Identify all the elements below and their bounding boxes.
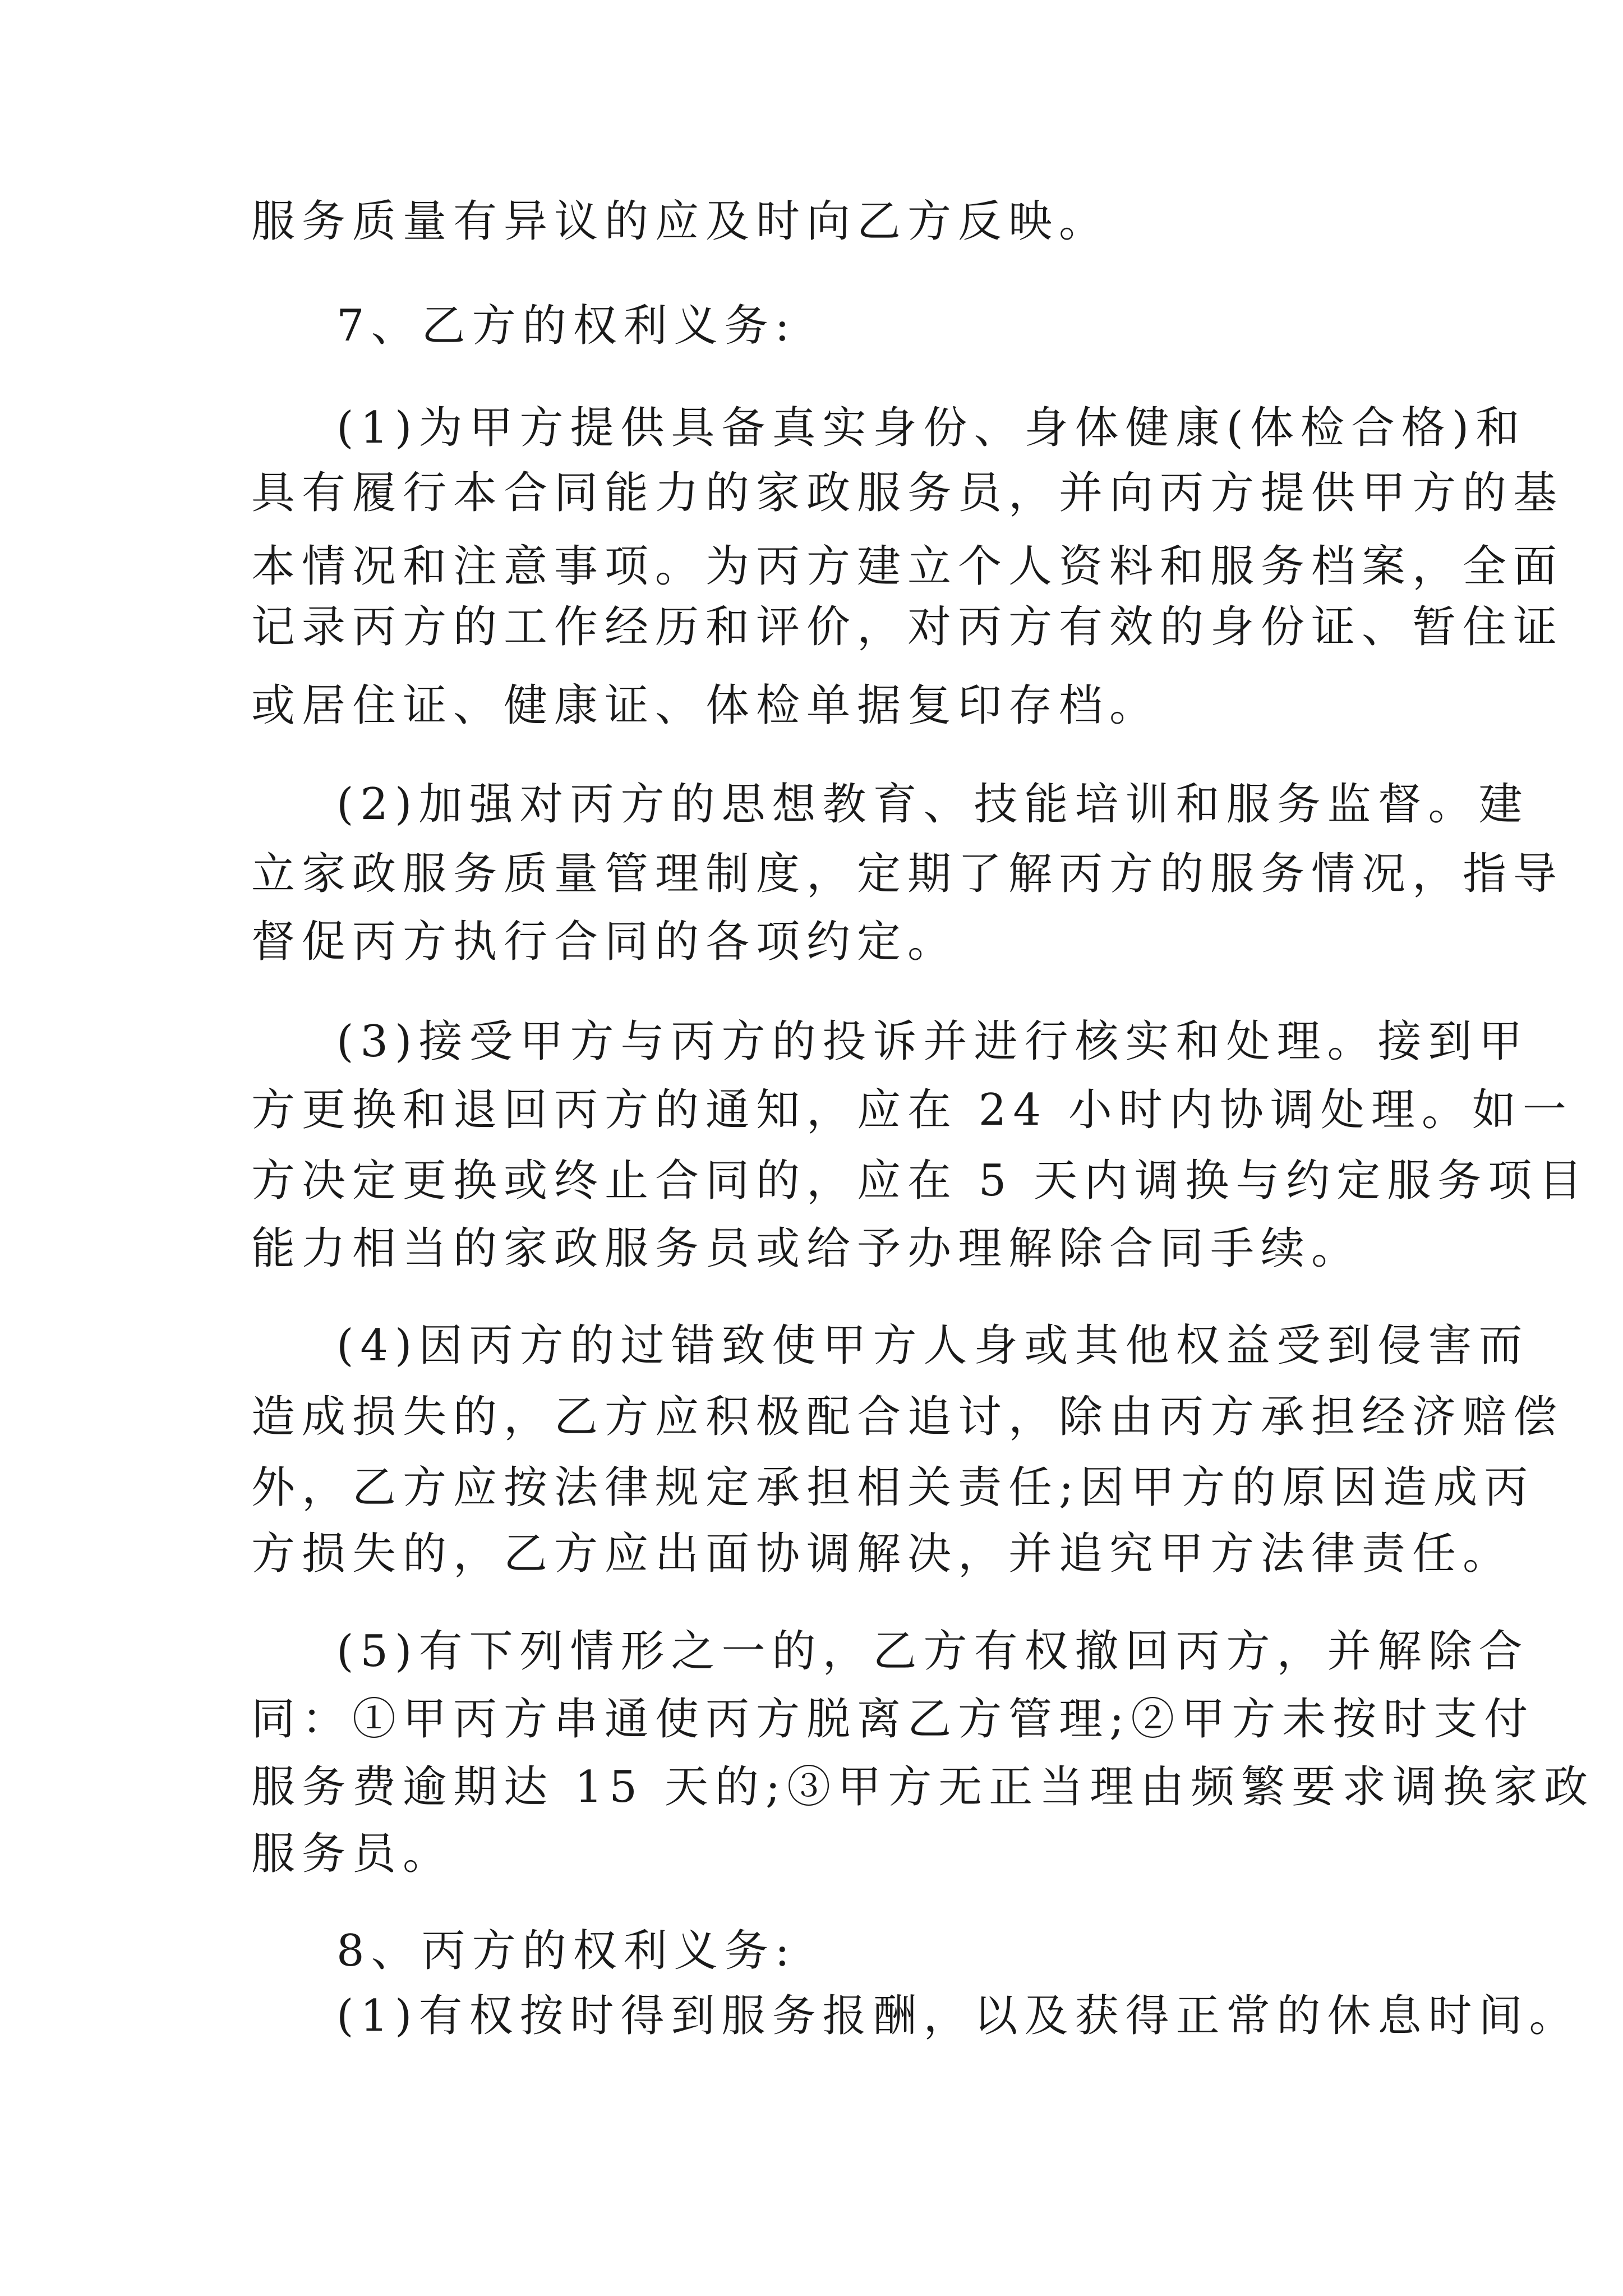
- text-line: 方决定更换或终止合同的，应在 5 天内调换与约定服务项目: [251, 1156, 1589, 1206]
- text-line: (4)因丙方的过错致使甲方人身或其他权益受到侵害而: [336, 1320, 1529, 1371]
- text-line: (2)加强对丙方的思想教育、技能培训和服务监督。建: [336, 779, 1529, 830]
- text-line: 记录丙方的工作经历和评价，对丙方有效的身份证、暂住证: [251, 602, 1564, 652]
- text-line: 造成损失的，乙方应积极配合追讨，除由丙方承担经济赔偿: [251, 1392, 1564, 1442]
- text-line: 能力相当的家政服务员或给予办理解除合同手续。: [251, 1223, 1362, 1274]
- section-heading: 8、丙方的权利义务:: [336, 1926, 796, 1976]
- text-line: 服务质量有异议的应及时向乙方反映。: [251, 196, 1110, 247]
- text-line: 具有履行本合同能力的家政服务员，并向丙方提供甲方的基: [251, 468, 1564, 518]
- text-line: 督促丙方执行合同的各项约定。: [251, 917, 958, 967]
- text-line: 外，乙方应按法律规定承担相关责任;因甲方的原因造成丙: [251, 1462, 1535, 1513]
- text-line: (1)有权按时得到服务报酬，以及获得正常的休息时间。: [336, 1991, 1580, 2041]
- text-line: (3)接受甲方与丙方的投诉并进行核实和处理。接到甲: [336, 1016, 1529, 1067]
- text-line: 立家政服务质量管理制度，定期了解丙方的服务情况，指导: [251, 849, 1564, 899]
- section-heading: 7、乙方的权利义务:: [336, 301, 796, 351]
- text-line: 服务员。: [251, 1829, 454, 1879]
- text-line: 服务费逾期达 15 天的;③甲方无正当理由频繁要求调换家政: [251, 1762, 1595, 1812]
- text-line: 方损失的，乙方应出面协调解决，并追究甲方法律责任。: [251, 1529, 1514, 1579]
- text-line: 本情况和注意事项。为丙方建立个人资料和服务档案，全面: [251, 541, 1564, 592]
- text-line: 同：①甲丙方串通使丙方脱离乙方管理;②甲方未按时支付: [251, 1694, 1535, 1745]
- text-line: (5)有下列情形之一的，乙方有权撤回丙方，并解除合: [336, 1626, 1529, 1677]
- text-line: 或居住证、健康证、体检单据复印存档。: [251, 680, 1160, 731]
- text-line: (1)为甲方提供具备真实身份、身体健康(体检合格)和: [336, 403, 1527, 453]
- text-line: 方更换和退回丙方的通知，应在 24 小时内协调处理。如一: [251, 1085, 1573, 1135]
